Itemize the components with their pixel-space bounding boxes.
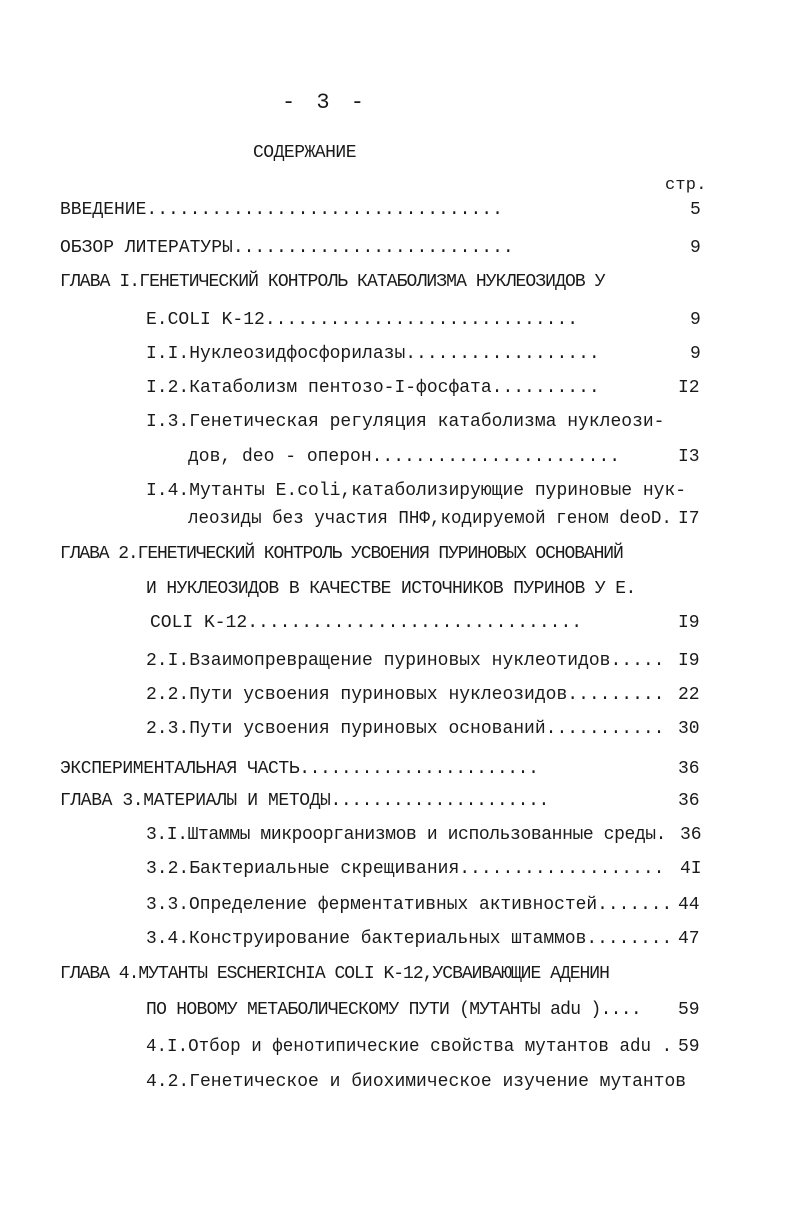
toc-entry [0, 343, 799, 367]
toc-entry [0, 650, 799, 674]
toc-entry [0, 237, 799, 261]
toc-entry-page: 4I [680, 859, 702, 879]
toc-entry [0, 684, 799, 708]
toc-entry-text: 3.I.Штаммы микроорганизмов и использованные среды. [146, 825, 667, 845]
toc-entry [0, 758, 799, 782]
toc-entry-text: И НУКЛЕОЗИДОВ В КАЧЕСТВЕ ИСТОЧНИКОВ ПУРИНОВ У E. [146, 579, 636, 599]
toc-entry-text: I.I.Нуклеозидфосфорилазы.................. [146, 344, 600, 364]
toc-entry [0, 824, 799, 848]
toc-entry-page: 47 [678, 929, 700, 949]
toc-entry-page: 44 [678, 895, 700, 915]
toc-entry [0, 894, 799, 918]
toc-entry [0, 543, 799, 567]
toc-entry [0, 928, 799, 952]
toc-entry-text: 2.2.Пути усвоения пуриновых нуклеозидов......... [146, 685, 665, 705]
toc-entry [0, 199, 799, 223]
toc-entry-page: I9 [678, 613, 700, 633]
toc-entry-text: 2.I.Взаимопревращение пуриновых нуклеотидов..... [146, 651, 665, 671]
toc-entry [0, 1071, 799, 1095]
toc-entry-text: E.COLI K-12............................. [146, 310, 579, 330]
toc-entry [0, 309, 799, 333]
toc-entry-text: 4.2.Генетическое и биохимическое изучение мутантов [146, 1072, 687, 1092]
toc-entry-text: I.4.Мутанты E.coli,катаболизирующие пуриновые нук- [146, 481, 687, 501]
toc-entry-page: 36 [678, 759, 700, 779]
toc-entry-text: леозиды без участия ПНФ,кодируемой геном deoD. [188, 509, 672, 529]
toc-entry [0, 612, 799, 636]
page-number: - 3 - [282, 90, 369, 115]
toc-entry-text: ПО НОВОМУ МЕТАБОЛИЧЕСКОМУ ПУТИ (МУТАНТЫ adu ).... [146, 1000, 641, 1020]
toc-entry-page: 36 [678, 791, 700, 811]
toc-entry [0, 858, 799, 882]
toc-entry-page: 9 [690, 238, 701, 258]
toc-entry [0, 718, 799, 742]
pages-column-label: стр. [665, 176, 707, 195]
toc-entry-text: 3.2.Бактериальные скрещивания................... [146, 859, 665, 879]
toc-entry-text: I.3.Генетическая регуляция катаболизма нуклеози- [146, 412, 665, 432]
toc-entry-text: COLI K-12............................... [150, 613, 583, 633]
toc-entry-page: 59 [678, 1037, 700, 1057]
toc-entry-text: 4.I.Отбор и фенотипические свойства мутантов adu . [146, 1037, 673, 1057]
toc-entry-text: ГЛАВА 2.ГЕНЕТИЧЕСКИЙ КОНТРОЛЬ УСВОЕНИЯ ПУРИНОВЫХ ОСНОВАНИЙ [60, 544, 623, 564]
toc-entry-page: 9 [690, 310, 701, 330]
toc-entry-text: 3.4.Конструирование бактериальных штаммов........ [146, 929, 673, 949]
toc-entry-page: I9 [678, 651, 700, 671]
toc-entry-text: ОБЗОР ЛИТЕРАТУРЫ.......................... [60, 238, 514, 258]
toc-entry [0, 480, 799, 504]
toc-entry [0, 411, 799, 435]
toc-entry-text: I.2.Катаболизм пентозо-I-фосфата.......... [146, 378, 600, 398]
toc-entry-text: ГЛАВА I.ГЕНЕТИЧЕСКИЙ КОНТРОЛЬ КАТАБОЛИЗМА НУКЛЕОЗИДОВ У [60, 272, 605, 292]
toc-entry [0, 963, 799, 987]
toc-entry-page: 30 [678, 719, 700, 739]
toc-entry-text: ВВЕДЕНИЕ................................. [60, 200, 503, 220]
toc-entry-page: I2 [678, 378, 700, 398]
toc-entry-text: 3.3.Определение ферментативных активностей....... [146, 895, 673, 915]
toc-entry [0, 1036, 799, 1060]
toc-entry [0, 377, 799, 401]
toc-entry-text: дов, deo - оперон....................... [188, 447, 621, 467]
toc-entry-text: ЭКСПЕРИМЕНТАЛЬНАЯ ЧАСТЬ....................... [60, 759, 539, 779]
toc-entry-page: 9 [690, 344, 701, 364]
toc-entry [0, 446, 799, 470]
toc-entry-text: ГЛАВА 4.МУТАНТЫ ESCHERICHIA COLI K-12,УСВАИВАЮЩИЕ АДЕНИН [60, 964, 609, 984]
toc-entry-text: ГЛАВА 3.МАТЕРИАЛЫ И МЕТОДЫ..................... [60, 791, 549, 811]
toc-entry-page: 22 [678, 685, 700, 705]
toc-entry [0, 271, 799, 295]
toc-entry [0, 508, 799, 532]
toc-entry-page: 36 [680, 825, 702, 845]
toc-entry-text: 2.3.Пути усвоения пуриновых оснований........... [146, 719, 665, 739]
toc-entry [0, 790, 799, 814]
toc-entry-page: 5 [690, 200, 701, 220]
toc-entry [0, 578, 799, 602]
toc-entry-page: I7 [678, 509, 700, 529]
toc-entry [0, 999, 799, 1023]
toc-entry-page: I3 [678, 447, 700, 467]
toc-entry-page: 59 [678, 1000, 700, 1020]
toc-title: СОДЕРЖАНИЕ [253, 143, 357, 163]
